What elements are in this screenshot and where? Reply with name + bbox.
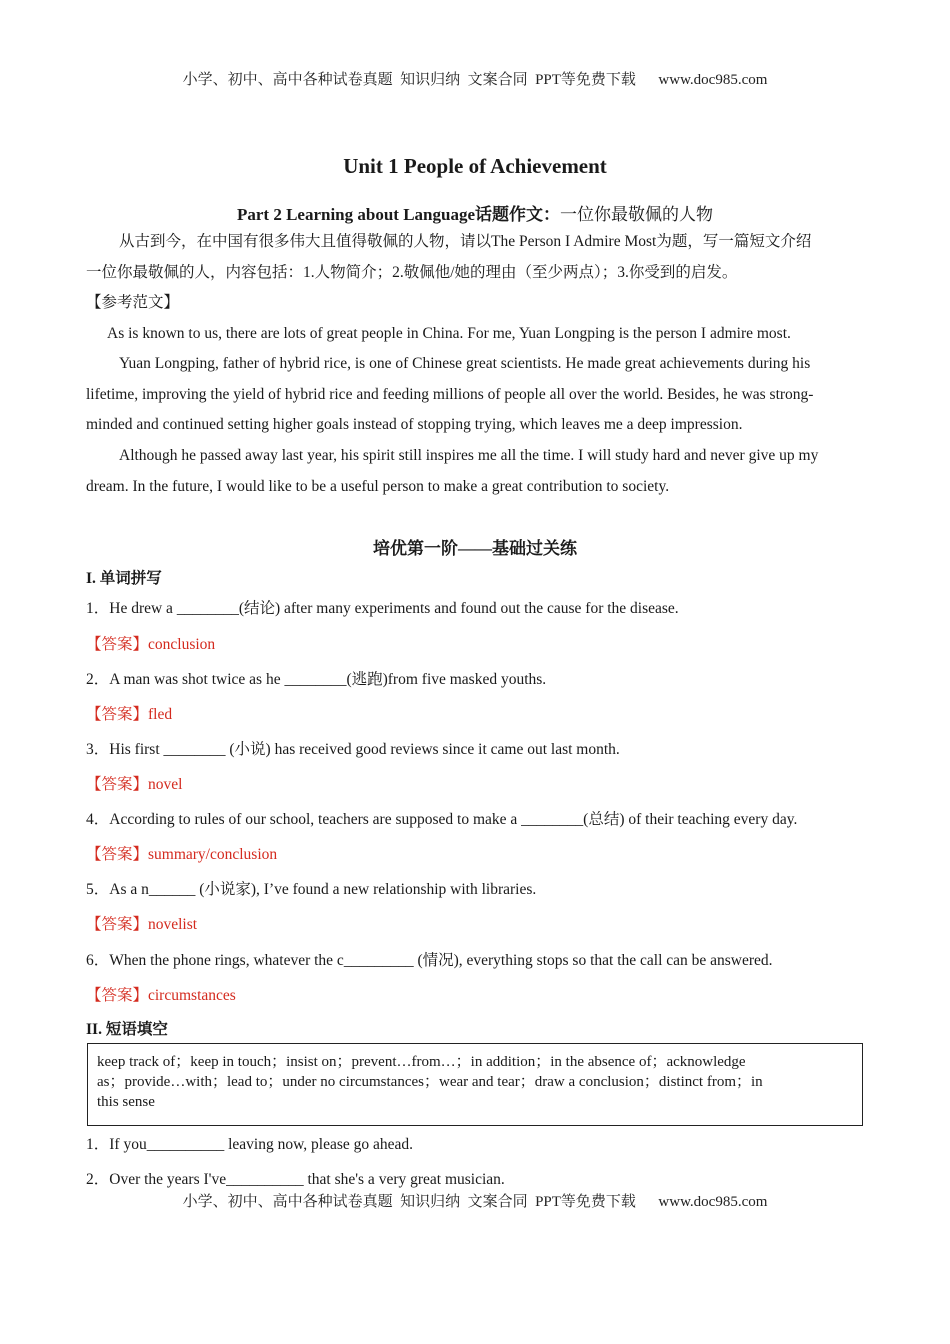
part2-heading: II. 短语填空 (86, 1021, 168, 1038)
subtitle-topic: 一位你最敬佩的人物 (560, 205, 714, 224)
answer-1: 【答案】conclusion (86, 636, 216, 653)
phrase-bank-box (87, 1043, 863, 1126)
prompt-line-1: 从古到今，在中国有很多伟大且值得敬佩的人物，请以The Person I Admire Most为题，写一篇短文介绍 (119, 233, 812, 250)
phrase-bank-line-1: keep track of；keep in touch；insist on；prevent…from…；in addition；in the absence of；acknowledge (97, 1054, 746, 1070)
answer-5: 【答案】novelist (86, 916, 198, 933)
answer-6: 【答案】circumstances (86, 987, 236, 1004)
question-5: 5．As a n______ (小说家), I’ve found a new relationship with libraries. (86, 881, 537, 898)
question-1: 1．He drew a ________(结论) after many experiments and found out the cause for the disease. (86, 600, 679, 617)
part1-heading: I. 单词拼写 (86, 570, 162, 587)
essay-paragraph-2-line-2: lifetime, improving the yield of hybrid rice and feeding millions of people all over the world. Besides, he was strong- (86, 386, 814, 403)
answer-3: 【答案】novel (86, 776, 183, 793)
answer-4: 【答案】summary/conclusion (86, 846, 278, 863)
page-footer: 小学、初中、高中各种试卷真题 知识归纳 文案合同 PPT等免费下载 www.doc985.com (182, 1194, 768, 1210)
question-3: 3．His first ________ (小说) has received good reviews since it came out last month. (86, 741, 620, 758)
question-2: 2．A man was shot twice as he ________(逃跑)from five masked youths. (86, 671, 547, 688)
document-subtitle (0, 200, 950, 225)
answer-2: 【答案】fled (86, 706, 173, 723)
phrase-bank-line-2: as；provide…with；lead to；under no circumstances；wear and tear；draw a conclusion；distinct from；in (97, 1074, 763, 1090)
phrase-question-1: 1．If you__________ leaving now, please go ahead. (86, 1136, 413, 1153)
phrase-bank-line-3: this sense (97, 1094, 155, 1110)
document-title: Unit 1 People of Achievement (343, 154, 607, 178)
essay-paragraph-3-line-1: Although he passed away last year, his spirit still inspires me all the time. I will study hard and never give up my (119, 447, 819, 464)
page-header: 小学、初中、高中各种试卷真题 知识归纳 文案合同 PPT等免费下载 www.doc985.com (182, 72, 768, 88)
essay-paragraph-3-line-2: dream. In the future, I would like to be a useful person to make a great contribution to society. (86, 478, 670, 495)
reference-label: 【参考范文】 (86, 294, 180, 311)
question-4: 4．According to rules of our school, teachers are supposed to make a ________(总结) of their teaching every day. (86, 811, 798, 828)
section-title: 培优第一阶——基础过关练 (373, 539, 577, 558)
prompt-line-2: 一位你最敬佩的人，内容包括：1.人物简介；2.敬佩他/她的理由（至少两点）；3.你受到的启发。 (86, 264, 738, 281)
question-6: 6．When the phone rings, whatever the c_________ (情况), everything stops so that the call can be answered. (86, 952, 773, 969)
subtitle-bold: Part 2 Learning about Language话题作文： (236, 205, 561, 224)
essay-paragraph-1: As is known to us, there are lots of great people in China. For me, Yuan Longping is the person I admire most. (107, 325, 791, 342)
essay-paragraph-2-line-3: minded and continued setting higher goals instead of stopping trying, which leaves me a deep impression. (86, 416, 743, 433)
phrase-question-2: 2．Over the years I've__________ that she's a very great musician. (86, 1171, 505, 1188)
essay-paragraph-2-line-1: Yuan Longping, father of hybrid rice, is one of Chinese great scientists. He made great achievements during his (119, 355, 811, 372)
